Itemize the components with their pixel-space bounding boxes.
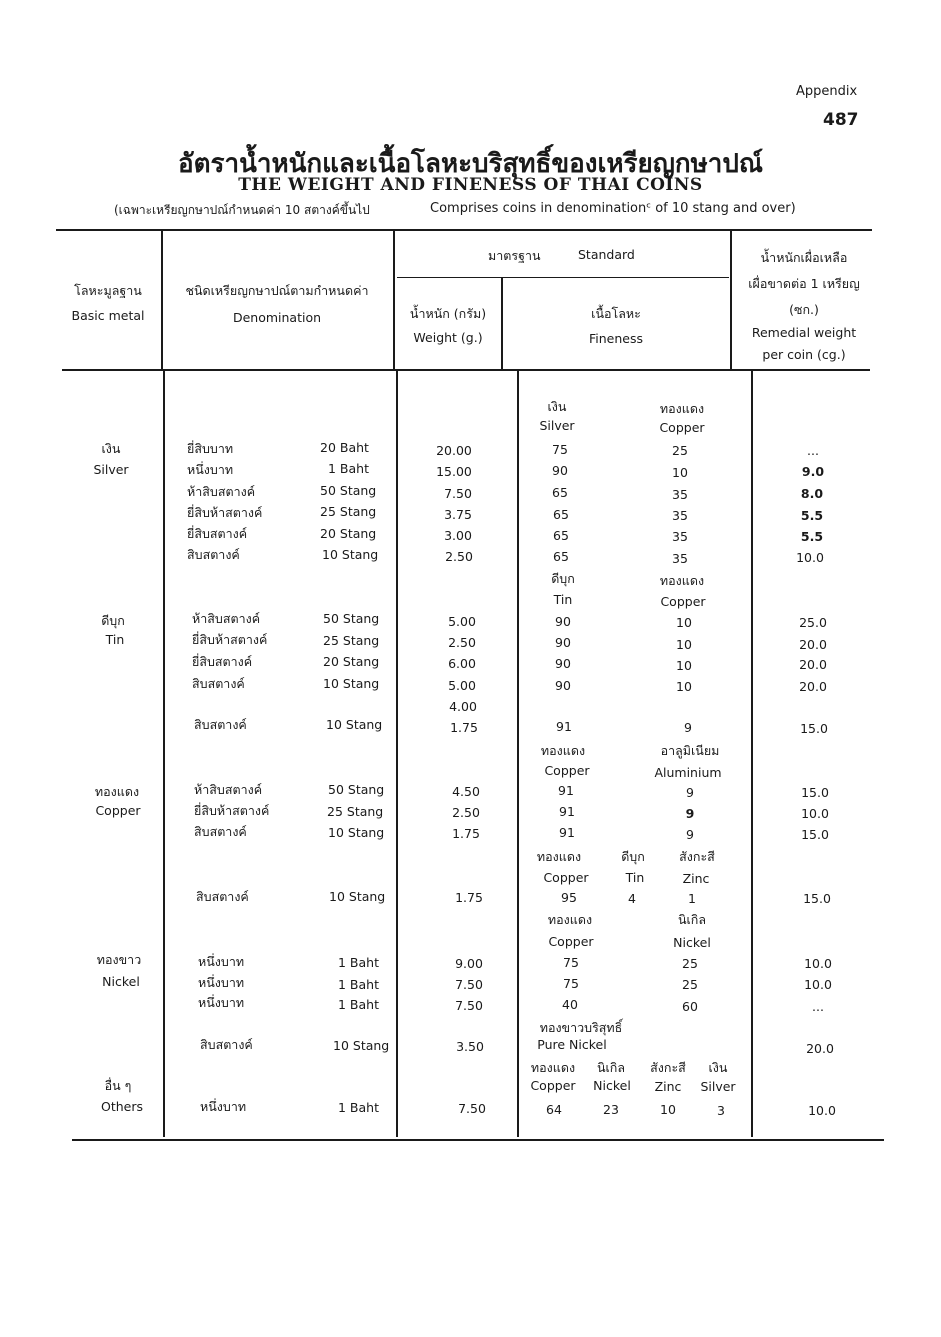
header-basic-metal-th: โลหะมูลฐาน [74, 283, 142, 298]
header-weight-en: Weight (g.) [413, 330, 483, 345]
row-fineness-a: 65 [553, 549, 569, 564]
row-fineness-b: 35 [672, 487, 688, 502]
fineness-tin-th: ดีบุก [551, 571, 575, 586]
row-denomination-th: สิบสตางค์ [187, 547, 240, 562]
row-denomination-en: 10 Stang [326, 717, 383, 732]
row-denomination-en: 1 Baht [338, 1100, 379, 1115]
fineness-zinc-en: Zinc [682, 871, 710, 886]
row-fineness-b: 9 [685, 806, 695, 821]
header-standard-th: มาตรฐาน [488, 248, 541, 263]
row-denomination-th: หนึ่งบาท [198, 995, 245, 1010]
row-weight: 1.75 [455, 890, 483, 905]
fineness-copper-th-3: ทองแดง [540, 743, 586, 758]
table-top-rule [56, 229, 872, 231]
fineness-copper-en-5: Copper [548, 934, 594, 949]
row-remedial: 15.0 [801, 827, 829, 842]
row-denomination-en: 50 Stang [323, 611, 380, 626]
row-remedial: 10.0 [804, 956, 832, 971]
row-fineness-a: 75 [563, 976, 579, 991]
fineness-nickel-en-2: Nickel [593, 1078, 631, 1093]
row-weight: 5.00 [448, 678, 476, 693]
row-weight: 2.50 [445, 549, 473, 564]
fineness-copper-th-4: ทองแดง [536, 849, 582, 864]
fineness-nickel-th-2: นิเกิล [596, 1060, 626, 1075]
row-denomination-en: 50 Stang [320, 483, 377, 498]
group-others-th: อื่น ๆ [104, 1078, 132, 1093]
fineness-nickel-th: นิเกิล [677, 912, 707, 927]
row-denomination-en: 25 Stang [327, 804, 384, 819]
fineness-pure-nickel-th: ทองขาวบริสุทธิ์ [539, 1020, 623, 1035]
row-fineness-b: 35 [672, 551, 688, 566]
row-fineness-c3: 10 [660, 1102, 676, 1117]
row-remedial: 10.0 [808, 1103, 836, 1118]
row-weight: 7.50 [455, 977, 483, 992]
fineness-zinc-th-2: สังกะสี [650, 1060, 686, 1075]
row-weight: 7.50 [444, 486, 472, 501]
fineness-copper-en-3: Copper [544, 763, 590, 778]
row-remedial: ... [812, 999, 824, 1014]
fineness-tin-th-2: ดีบุก [621, 849, 645, 864]
row-remedial: 15.0 [801, 785, 829, 800]
row-fineness-a: 90 [555, 614, 571, 629]
row-denomination-th: สิบสตางค์ [192, 676, 245, 691]
fineness-copper-en-6: Copper [530, 1078, 576, 1093]
row-denomination-th: ห้าสิบสตางค์ [192, 611, 261, 626]
subtitle-english: Comprises coins in denominationᶜ of 10 stang and over) [430, 201, 796, 216]
row-remedial: 20.0 [799, 637, 827, 652]
row-fineness-b: 10 [676, 637, 692, 652]
fineness-tin-en: Tin [553, 592, 573, 607]
header-remedial-en2: per coin (cg.) [762, 347, 846, 362]
header-bottom-rule [62, 369, 870, 371]
row-fineness-a: 40 [562, 997, 578, 1012]
row-remedial: 15.0 [803, 891, 831, 906]
row-denomination-en: 10 Stang [333, 1038, 390, 1053]
row-denomination-en: 20 Stang [320, 526, 377, 541]
row-denomination-th: หนึ่งบาท [200, 1099, 247, 1114]
row-weight: 7.50 [455, 998, 483, 1013]
body-divider-2 [396, 371, 398, 1137]
row-denomination-en: 50 Stang [328, 782, 385, 797]
row-remedial: 20.0 [799, 679, 827, 694]
row-denomination-en: 20 Stang [323, 654, 380, 669]
body-divider-4 [751, 371, 753, 1137]
row-denomination-en: 10 Stang [329, 889, 386, 904]
row-remedial: ... [807, 443, 819, 458]
fineness-copper-th: ทองแดง [659, 401, 705, 416]
fineness-copper-th-6: ทองแดง [530, 1060, 576, 1075]
row-fineness-c1: 64 [546, 1102, 562, 1117]
row-fineness-a: 65 [553, 507, 569, 522]
fineness-copper-en: Copper [659, 420, 705, 435]
row-denomination-th: ยี่สิบสตางค์ [192, 654, 253, 669]
row-remedial: 10.0 [804, 977, 832, 992]
row-fineness-b: 10 [676, 615, 692, 630]
row-denomination-th: หนึ่งบาท [198, 954, 245, 969]
row-denomination-th: ห้าสิบสตางค์ [194, 782, 263, 797]
row-weight: 20.00 [436, 443, 472, 458]
row-denomination-th: สิบสตางค์ [194, 824, 247, 839]
group-others-en: Others [100, 1099, 143, 1114]
fineness-silver-th: เงิน [547, 399, 567, 414]
group-nickel-en: Nickel [102, 974, 140, 989]
row-fineness-b: 25 [682, 956, 698, 971]
row-denomination-en: 1 Baht [328, 461, 369, 476]
group-tin-th: ดีบุก [101, 613, 125, 628]
fineness-silver-en-2: Silver [700, 1079, 736, 1094]
row-denomination-th: สิบสตางค์ [194, 717, 247, 732]
row-weight: 5.00 [448, 614, 476, 629]
row-remedial: 10.0 [796, 550, 824, 565]
fineness-copper-en-4: Copper [543, 870, 589, 885]
header-remedial-th3: (ซก.) [789, 302, 819, 317]
row-denomination-en: 1 Baht [338, 997, 379, 1012]
row-weight: 9.00 [455, 956, 483, 971]
row-remedial: 20.0 [799, 657, 827, 672]
row-weight: 15.00 [436, 464, 472, 479]
header-denomination-th: ชนิดเหรียญกษาปณ์ตามกำหนดค่า [185, 283, 369, 298]
row-fineness-b: 60 [682, 999, 698, 1014]
row-remedial: 20.0 [806, 1041, 834, 1056]
row-denomination-th: ห้าสิบสตางค์ [187, 484, 256, 499]
row-remedial: 10.0 [801, 806, 829, 821]
fineness-copper-th-5: ทองแดง [547, 912, 593, 927]
header-fineness-th: เนื้อโลหะ [591, 306, 641, 321]
row-denomination-en: 10 Stang [322, 547, 379, 562]
row-weight: 4.50 [452, 784, 480, 799]
row-fineness-a: 95 [561, 890, 577, 905]
row-remedial: 25.0 [799, 615, 827, 630]
row-fineness-a: 90 [555, 635, 571, 650]
header-denomination-en: Denomination [232, 310, 322, 325]
fineness-aluminium-en: Aluminium [654, 765, 722, 780]
group-silver-en: Silver [93, 462, 129, 477]
fineness-tin-en-2: Tin [625, 870, 645, 885]
col-divider-4 [730, 230, 732, 369]
row-fineness-a: Pure Nickel [537, 1037, 607, 1052]
row-fineness-a: 91 [559, 825, 575, 840]
row-fineness-b: 9 [686, 827, 694, 842]
row-fineness-c2: 23 [603, 1102, 619, 1117]
fineness-zinc-en-2: Zinc [654, 1079, 682, 1094]
row-denomination-en: 25 Stang [320, 504, 377, 519]
row-fineness-m: 4 [628, 891, 636, 906]
header-fineness-en: Fineness [588, 331, 643, 346]
row-denomination-th: ยี่สิบห้าสตางค์ [192, 632, 268, 647]
row-fineness-b: 10 [676, 679, 692, 694]
row-denomination-th: ยี่สิบบาท [187, 441, 234, 456]
row-fineness-a: 90 [555, 656, 571, 671]
header-weight-th: น้ำหนัก (กรัม) [409, 306, 487, 321]
row-weight: 7.50 [458, 1101, 486, 1116]
row-remedial: 8.0 [800, 486, 824, 501]
row-weight-alt: 4.00 [449, 699, 477, 714]
row-fineness-b: 25 [672, 443, 688, 458]
row-fineness-b: 25 [682, 977, 698, 992]
row-remedial: 9.0 [801, 464, 825, 479]
col-divider-1 [161, 230, 163, 369]
title-english: THE WEIGHT AND FINENESS OF THAI COINS [238, 175, 703, 195]
row-denomination-th: ยี่สิบสตางค์ [187, 526, 248, 541]
row-fineness-a: 75 [563, 955, 579, 970]
row-denomination-en: 10 Stang [323, 676, 380, 691]
row-denomination-en: 20 Baht [320, 440, 369, 455]
row-denomination-th: หนึ่งบาท [198, 975, 245, 990]
table-bottom-rule [72, 1139, 884, 1141]
title-thai: อัตราน้ำหนักและเนื้อโลหะบริสุทธิ์ของเหรียญกษาปณ์ [178, 149, 763, 179]
row-denomination-th: สิบสตางค์ [196, 889, 249, 904]
row-fineness-a: 90 [552, 463, 568, 478]
appendix-label: Appendix [796, 84, 858, 99]
row-fineness-b: 1 [688, 891, 696, 906]
group-tin-en: Tin [105, 632, 125, 647]
row-remedial: 5.5 [800, 529, 824, 544]
row-fineness-a: 75 [552, 442, 568, 457]
row-fineness-a: 91 [558, 783, 574, 798]
header-basic-metal-en: Basic metal [71, 308, 145, 323]
header-remedial-th2: เผื่อขาดต่อ 1 เหรียญ [748, 276, 860, 291]
group-copper-en: Copper [95, 803, 141, 818]
row-fineness-a: 90 [555, 678, 571, 693]
row-weight: 3.00 [444, 528, 472, 543]
header-remedial-en1: Remedial weight [751, 325, 857, 340]
row-denomination-en: 25 Stang [323, 633, 380, 648]
row-weight: 2.50 [452, 805, 480, 820]
row-denomination-th: ยี่สิบห้าสตางค์ [187, 505, 263, 520]
row-remedial: 15.0 [800, 721, 828, 736]
row-fineness-b: 9 [684, 720, 692, 735]
row-weight: 3.75 [444, 507, 472, 522]
row-denomination-th: หนึ่งบาท [187, 462, 234, 477]
row-fineness-b: 9 [686, 785, 694, 800]
row-fineness-a: 91 [559, 804, 575, 819]
fineness-copper-th-2: ทองแดง [659, 573, 705, 588]
fineness-silver-th-2: เงิน [708, 1060, 728, 1075]
row-fineness-c4: 3 [717, 1103, 725, 1118]
body-divider-1 [163, 371, 165, 1137]
col-divider-2 [393, 230, 395, 369]
row-weight: 2.50 [448, 635, 476, 650]
header-standard-en: Standard [578, 247, 635, 262]
row-weight: 6.00 [448, 656, 476, 671]
row-fineness-b: 10 [672, 465, 688, 480]
fineness-silver-en: Silver [539, 418, 575, 433]
fineness-nickel-en: Nickel [673, 935, 711, 950]
page-number: 487 [823, 110, 859, 130]
row-denomination-th: สิบสตางค์ [200, 1037, 253, 1052]
row-weight: 1.75 [450, 720, 478, 735]
row-weight: 1.75 [452, 826, 480, 841]
row-denomination-en: 1 Baht [338, 955, 379, 970]
row-fineness-a: 91 [556, 719, 572, 734]
group-nickel-th: ทองขาว [96, 952, 142, 967]
row-denomination-en: 10 Stang [328, 825, 385, 840]
row-fineness-b: 35 [672, 508, 688, 523]
fineness-copper-en-2: Copper [660, 594, 706, 609]
group-copper-th: ทองแดง [94, 784, 140, 799]
row-fineness-b: 35 [672, 529, 688, 544]
row-weight: 3.50 [456, 1039, 484, 1054]
group-silver-th: เงิน [101, 441, 121, 456]
subtitle-thai: (เฉพาะเหรียญกษาปณ์กำหนดค่า 10 สตางค์ขึ้นไป [114, 203, 370, 217]
fineness-zinc-th: สังกะสี [679, 849, 715, 864]
body-divider-3 [517, 371, 519, 1137]
row-fineness-a: 65 [552, 485, 568, 500]
row-denomination-en: 1 Baht [338, 977, 379, 992]
fineness-aluminium-th: อาลูมิเนียม [660, 743, 720, 758]
header-remedial-th1: น้ำหนักเผื่อเหลือ [760, 250, 848, 265]
standard-rule [397, 277, 729, 278]
row-fineness-b: 10 [676, 658, 692, 673]
row-fineness-a: 65 [553, 528, 569, 543]
row-remedial: 5.5 [800, 508, 824, 523]
col-divider-3 [501, 277, 503, 369]
row-denomination-th: ยี่สิบห้าสตางค์ [194, 803, 270, 818]
